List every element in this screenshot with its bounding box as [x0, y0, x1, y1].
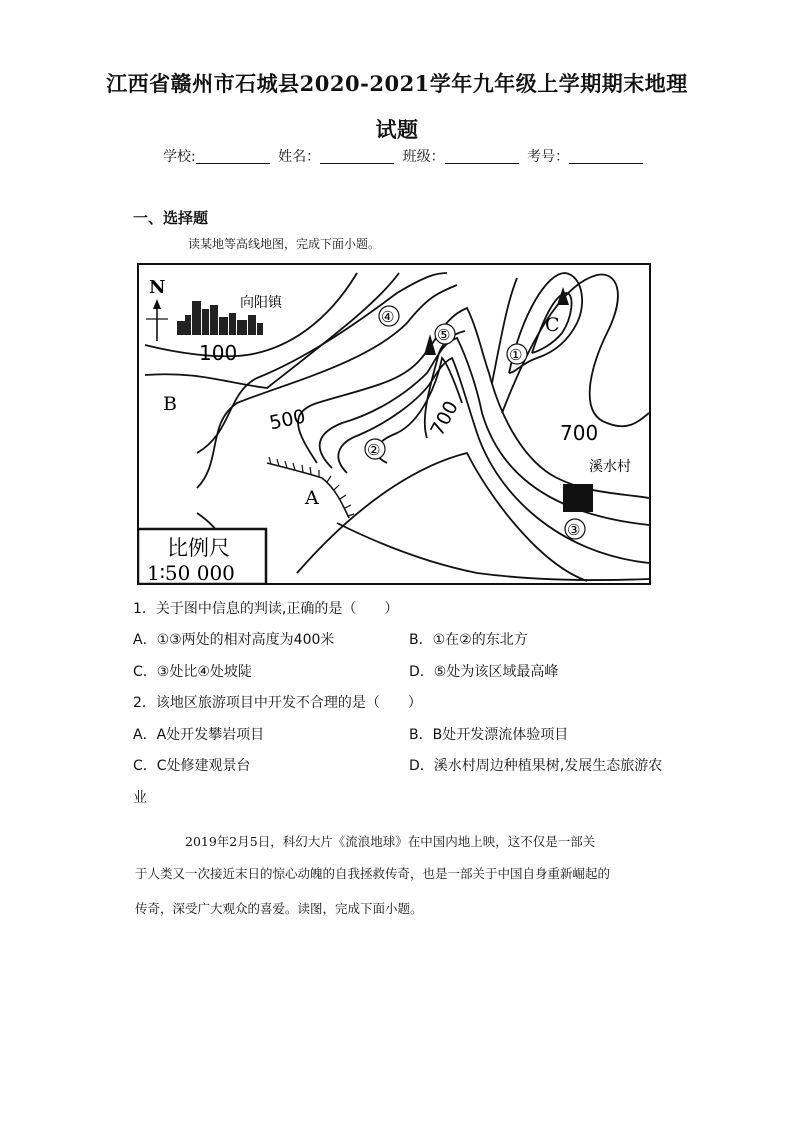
question-1-option-b: B．①在②的东北方: [409, 632, 528, 648]
school-label: 学校:: [163, 149, 196, 165]
label-c: C: [545, 314, 560, 336]
question-1-option-a: A．①③两处的相对高度为400米: [133, 632, 335, 648]
label-a: A: [305, 487, 319, 509]
village-marker: [563, 484, 593, 512]
point-1-label: ①: [509, 346, 523, 364]
passage-line-3: 传奇，深受广大观众的喜爱。读图，完成下面小题。: [135, 901, 423, 916]
name-label: 姓名：: [278, 149, 321, 165]
scale-value: 1∶50 000: [147, 561, 235, 585]
town-label: 向阳镇: [240, 295, 282, 311]
question-2-option-d-wrap: 业: [133, 790, 147, 806]
exam-number-label: 考号：: [527, 149, 570, 165]
question-2-option-c: C．C处修建观景台: [133, 758, 251, 774]
question-1-option-d: D．⑤处为该区域最高峰: [409, 664, 559, 680]
village-label: 溪水村: [589, 459, 631, 475]
exam-number-blank: [569, 149, 643, 164]
scale-title: 比例尺: [167, 536, 230, 560]
question-2-option-b: B．B处开发漂流体验项目: [409, 727, 569, 743]
contour-label-500: 500: [267, 405, 308, 435]
contour-label-700-west: 700: [426, 397, 463, 440]
question-2-stem: 2．该地区旅游项目中开发不合理的是（ ）: [133, 695, 422, 711]
contour-label-100: 100: [199, 341, 238, 365]
contour-label-700-east: 700: [560, 421, 599, 445]
question-1-option-c: C．③处比④处坡陡: [133, 664, 252, 680]
point-5-label: ⑤: [437, 326, 451, 344]
school-blank: [196, 149, 270, 164]
label-b: B: [163, 393, 177, 415]
question-2-option-a: A．A处开发攀岩项目: [133, 727, 265, 743]
passage-line-2: 于人类又一次接近末日的惊心动魄的自我拯救传奇，也是一部关于中国自身重新崛起的: [135, 866, 611, 881]
intro-text: 读某地等高线地图，完成下面小题。: [188, 237, 381, 251]
passage-line-1: 2019年2月5日，科幻大片《流浪地球》在中国内地上映，这不仅是一部关: [185, 834, 596, 849]
point-2-label: ②: [367, 441, 381, 459]
point-3-label: ③: [567, 521, 581, 539]
page-title: 江西省赣州市石城县2020-2021学年九年级上学期期末地理: [106, 71, 688, 96]
class-blank: [445, 149, 519, 164]
class-label: 班级：: [402, 149, 445, 165]
contour-map: [137, 263, 651, 585]
student-info-row: [163, 146, 647, 166]
section-heading: 一、选择题: [133, 209, 209, 227]
north-label: N: [149, 277, 166, 298]
name-blank: [320, 149, 394, 164]
point-4-label: ④: [381, 308, 395, 326]
question-1-stem: 1．关于图中信息的判读,正确的是（ ）: [133, 601, 399, 617]
page-title-line2: 试题: [375, 117, 419, 142]
question-2-option-d: D．溪水村周边种植果树,发展生态旅游农: [409, 758, 663, 774]
